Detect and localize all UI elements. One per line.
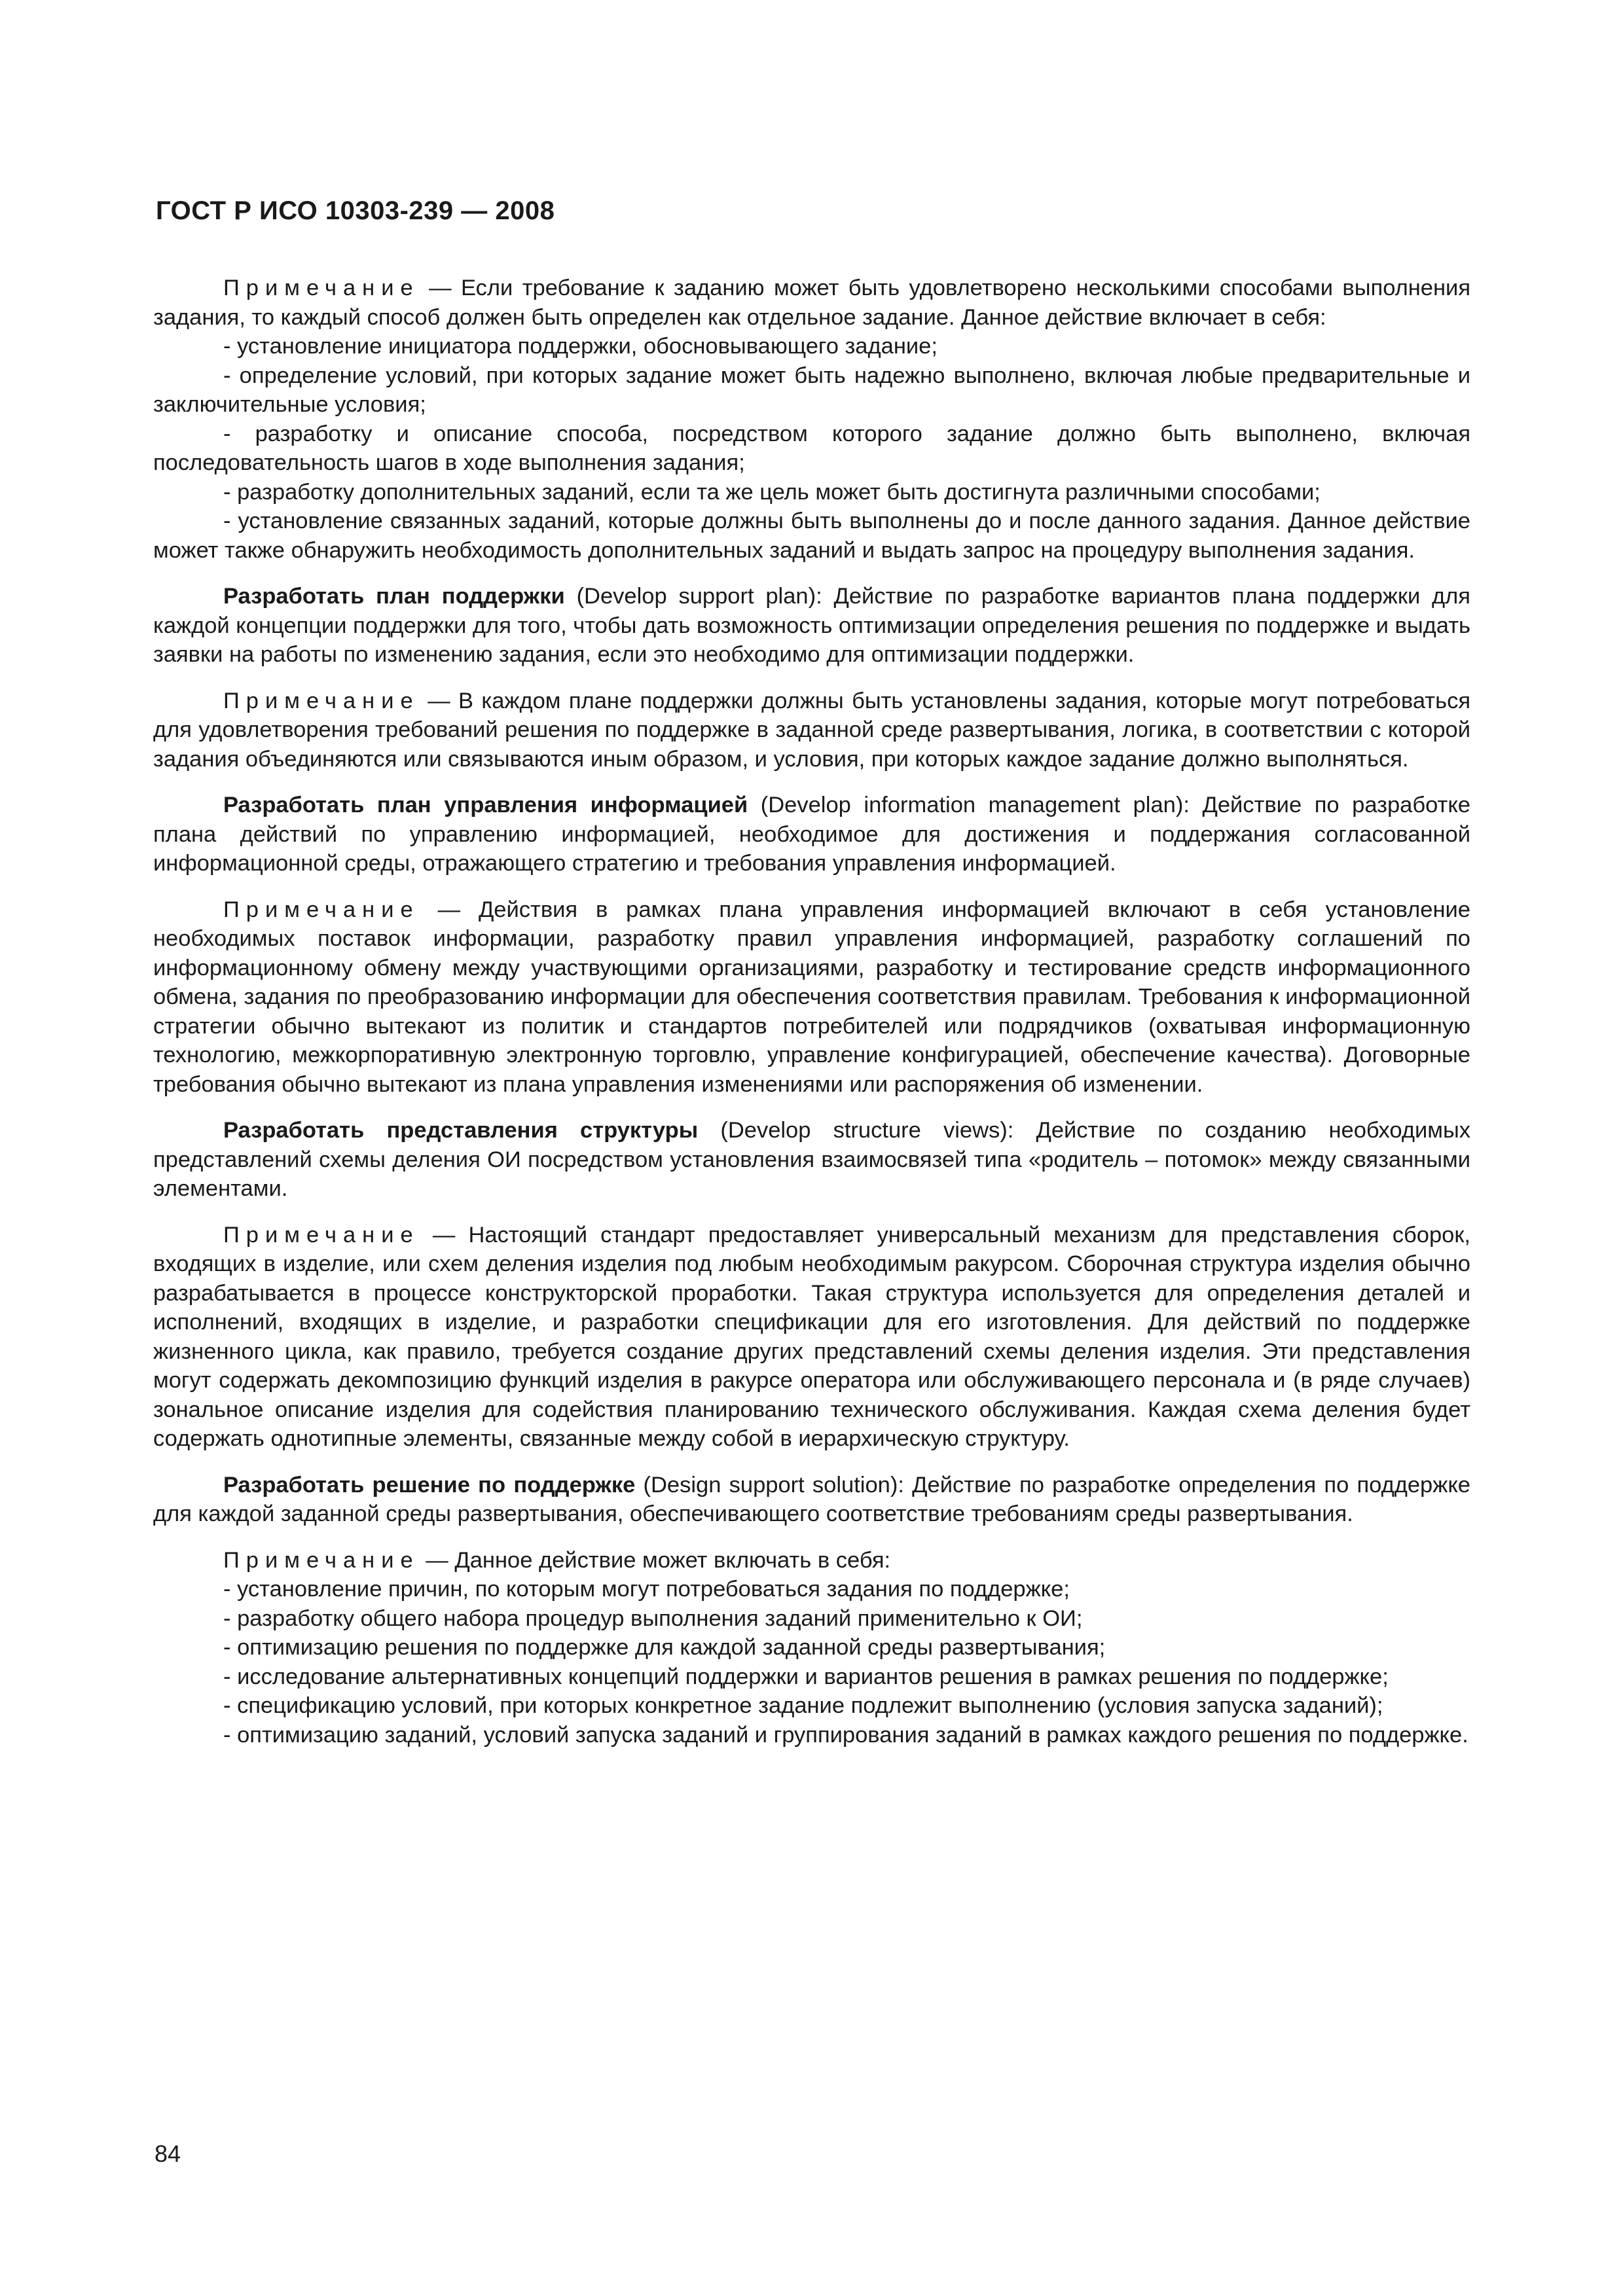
note-paragraph: [153, 1546, 1470, 1575]
note-dash: —: [419, 1547, 455, 1573]
document-header: ГОСТ Р ИСО 10303-239 — 2008: [156, 196, 555, 225]
definition-text: (Develop information management plan): Действие по разработке плана действий по управлению информацией, необходимое для достижения и поддержания согласованной информационной среды, отражающего стратегию и требования управления информацией.: [153, 793, 1470, 876]
note-text: Если требование к заданию может быть удовлетворено несколькими способами выполнения задания, то каждый способ должен быть определен как отдельное задание. Данное действие включает в себя:: [153, 276, 1471, 330]
note-label: Примечание: [223, 688, 420, 713]
list-item: - установление причин, по которым могут потребоваться задания по поддержке;: [223, 1577, 1070, 1602]
definition-paragraph: [153, 582, 1470, 670]
note-dash: —: [419, 897, 479, 922]
list-item: - спецификацию условий, при которых конкретное задание подлежит выполнению (условия запуска заданий);: [223, 1693, 1383, 1718]
list-item: - исследование альтернативных концепций поддержки и вариантов решения в рамках решения по поддержке;: [223, 1664, 1389, 1689]
note-dash: —: [419, 1222, 469, 1247]
document-body: [153, 274, 1470, 1749]
list-item: - оптимизацию решения по поддержке для каждой заданной среды развертывания;: [223, 1635, 1106, 1660]
note-text: В каждом плане поддержки должны быть установлены задания, которые могут потребоваться для удовлетворения требований решения по поддержке в заданной среде развертывания, логика, в соответствии с которой задания объединяются или связываются иным образом, и условия, при которых каждое задание должно выполняться.: [153, 688, 1471, 772]
page-number: 84: [155, 2140, 181, 2167]
note-paragraph: [153, 687, 1470, 774]
note-label: Примечание: [223, 897, 420, 922]
note-label: Примечание: [223, 1222, 420, 1247]
term-heading: Разработать план управления информацией: [223, 793, 748, 817]
note-label: Примечание: [223, 276, 420, 300]
definition-text: (Develop structure views): Действие по созданию необходимых представлений схемы деления ОИ посредством установления взаимосвязей типа «родитель – потомок» между связанными элементами.: [153, 1118, 1470, 1201]
note-paragraph: [153, 274, 1470, 332]
note-text: Данное действие может включать в себя:: [454, 1547, 891, 1573]
list-item: - установление инициатора поддержки, обосновывающего задание;: [223, 334, 938, 359]
list-item: - разработку общего набора процедур выполнения заданий применительно к ОИ;: [223, 1605, 1083, 1631]
definition-paragraph: [153, 1471, 1470, 1529]
definition-text: (Design support solution): Действие по разработке определения по поддержке для каждой заданной среды развертывания, обеспечивающего соответствие требованиям среды развертывания.: [153, 1472, 1470, 1526]
note-label: Примечание: [223, 1547, 420, 1573]
list-item: - разработку дополнительных заданий, если та же цель может быть достигнута различными способами;: [223, 479, 1321, 505]
definition-paragraph: [153, 791, 1470, 878]
term-heading: Разработать план поддержки: [223, 584, 565, 609]
list-item: - разработку и описание способа, посредством которого задание должно быть выполнено, включая последовательность шагов в ходе выполнения задания;: [153, 421, 1470, 475]
note-text: Действия в рамках плана управления информацией включают в себя установление необходимых поставок информации, разработку правил управления информацией, разработку соглашений по информационному обмену между участвующими организациями, разработку и тестирование средств информационного обмена, задания по преобразованию информации для обеспечения соответствия правилам. Требования к информационной стратегии обычно вытекают из политик и стандартов потребителей или подрядчиков (охватывая информационную технологию, межкорпоративную электронную торговлю, управление конфигурацией, обеспечение качества). Договорные требования обычно вытекают из плана управления изменениями или распоряжения об изменении.: [153, 897, 1470, 1097]
definition-paragraph: [153, 1116, 1470, 1204]
list-item: - оптимизацию заданий, условий запуска заданий и группирования заданий в рамках каждого решения по поддержке.: [223, 1722, 1468, 1748]
note-dash: —: [419, 276, 462, 300]
term-heading: Разработать представления структуры: [223, 1118, 699, 1143]
list-item: - установление связанных заданий, которые должны быть выполнены до и после данного задания. Данное действие может также обнаружить необходимость дополнительных заданий и выдать запрос на процедуру выполнения задания.: [153, 509, 1470, 563]
note-dash: —: [419, 688, 458, 713]
term-heading: Разработать решение по поддержке: [223, 1472, 636, 1498]
definition-text: (Develop support plan): Действие по разработке вариантов плана поддержки для каждой концепции поддержки для того, чтобы дать возможность оптимизации определения решения по поддержке и выдать заявки на работы по изменению задания, если это необходимо для оптимизации поддержки.: [153, 584, 1470, 667]
note-text: Настоящий стандарт предоставляет универсальный механизм для представления сборок, входящих в изделие, или схем деления изделия под любым необходимым ракурсом. Сборочная структура изделия обычно разрабатывается в процессе конструкторской проработки. Такая структура используется для определения деталей и исполнений, входящих в изделие, и разработки спецификации для его изготовления. Для действий по поддержке жизненного цикла, как правило, требуется создание других представлений схемы деления изделия. Эти представления могут содержать декомпозицию функций изделия в ракурсе оператора или обслуживающего персонала и (в ряде случаев) зональное описание изделия для содействия планированию технического обслуживания. Каждая схема деления будет содержать однотипные элементы, связанные между собой в иерархическую структуру.: [153, 1222, 1470, 1451]
note-paragraph: [153, 1221, 1470, 1454]
note-paragraph: [153, 895, 1470, 1100]
list-item: - определение условий, при которых задание может быть надежно выполнено, включая любые предварительные и заключительные условия;: [153, 363, 1470, 417]
